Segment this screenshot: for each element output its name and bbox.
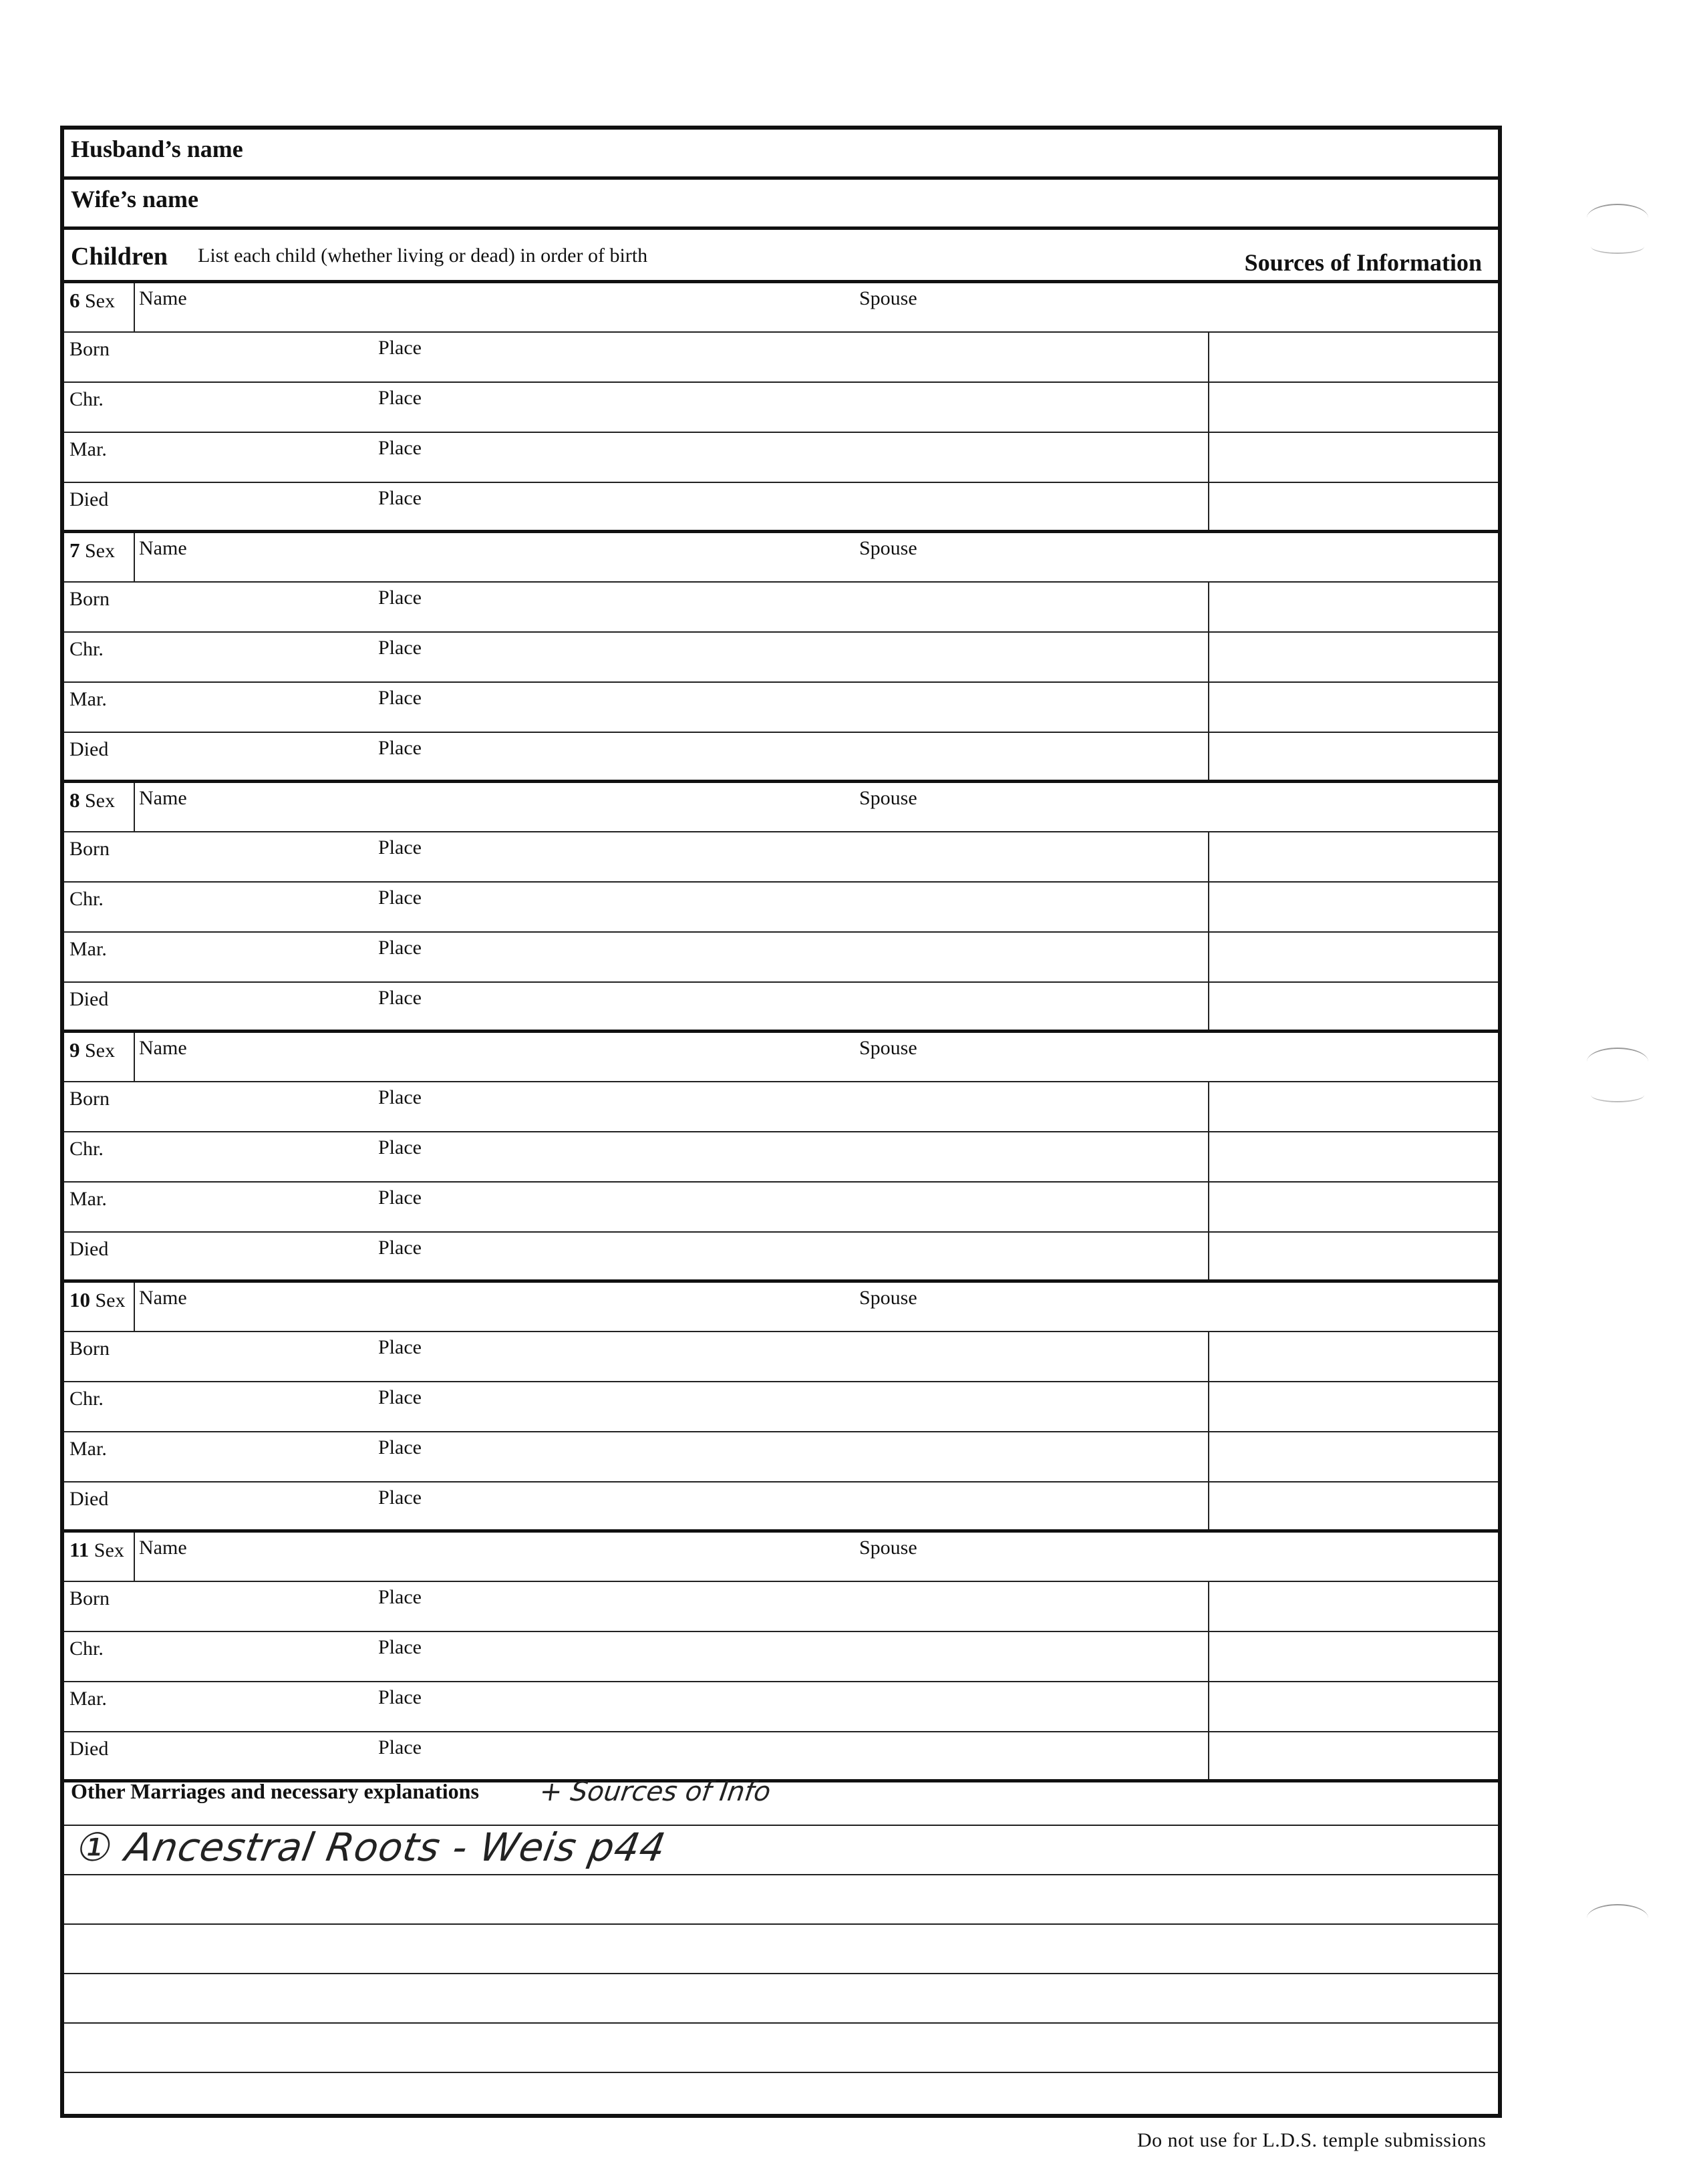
handwritten-source-entry: ① Ancestral Roots - Weis p44 xyxy=(73,1825,669,1870)
event-label: Mar. xyxy=(69,938,107,960)
sex-divider xyxy=(134,283,135,333)
place-label: Place xyxy=(378,487,422,509)
child-spouse-label: Spouse xyxy=(859,287,917,309)
punch-hole-mark xyxy=(1587,1048,1648,1076)
event-row xyxy=(64,1682,1498,1732)
child-number: 8 xyxy=(69,788,80,812)
sex-label: Sex xyxy=(85,540,115,562)
event-label: Died xyxy=(69,1738,109,1760)
event-row xyxy=(64,1132,1498,1183)
event-row xyxy=(64,1082,1498,1132)
explanation-line xyxy=(64,1825,1498,1826)
sources-column-divider xyxy=(1208,1082,1209,1279)
explanation-line xyxy=(64,2022,1498,2024)
child-name-label: Name xyxy=(139,1537,187,1559)
place-label: Place xyxy=(378,1586,422,1608)
child-name-row xyxy=(64,1283,1498,1332)
sex-label: Sex xyxy=(94,1539,124,1561)
child-block xyxy=(64,1033,1498,1283)
place-label: Place xyxy=(378,687,422,709)
place-label: Place xyxy=(378,637,422,659)
child-number-sex xyxy=(69,788,115,812)
place-label: Place xyxy=(378,1487,422,1509)
child-number-sex xyxy=(69,1038,115,1062)
place-label: Place xyxy=(378,887,422,909)
event-row xyxy=(64,1233,1498,1283)
child-name-row xyxy=(64,533,1498,583)
explanation-line xyxy=(64,1973,1498,1974)
place-label: Place xyxy=(378,1187,422,1209)
punch-hole-mark xyxy=(1591,239,1644,254)
place-label: Place xyxy=(378,1436,422,1458)
child-number: 10 xyxy=(69,1288,90,1311)
place-label: Place xyxy=(378,587,422,609)
event-label: Born xyxy=(69,338,110,360)
child-spouse-label: Spouse xyxy=(859,1287,917,1309)
event-label: Mar. xyxy=(69,438,107,460)
event-label: Died xyxy=(69,738,109,760)
place-label: Place xyxy=(378,937,422,959)
punch-hole-mark xyxy=(1587,1904,1648,1932)
explanation-line xyxy=(64,2072,1498,2073)
event-label: Chr. xyxy=(69,1388,104,1410)
child-name-label: Name xyxy=(139,287,187,309)
event-label: Born xyxy=(69,1587,110,1609)
event-row xyxy=(64,433,1498,483)
footer-note: Do not use for L.D.S. temple submissions xyxy=(1137,2129,1487,2151)
event-row xyxy=(64,1582,1498,1632)
child-name-label: Name xyxy=(139,537,187,559)
event-row xyxy=(64,1632,1498,1682)
sources-column-divider xyxy=(1208,333,1209,530)
sex-label: Sex xyxy=(85,790,115,812)
sources-column-divider xyxy=(1208,1332,1209,1529)
place-label: Place xyxy=(378,387,422,409)
place-label: Place xyxy=(378,1386,422,1408)
wife-name-row xyxy=(64,180,1498,230)
sources-column-divider xyxy=(1208,583,1209,780)
child-block xyxy=(64,783,1498,1033)
event-row xyxy=(64,983,1498,1033)
child-name-label: Name xyxy=(139,1037,187,1059)
child-number: 9 xyxy=(69,1038,80,1062)
wife-name-label: Wife’s name xyxy=(71,186,198,212)
child-block xyxy=(64,1283,1498,1533)
event-row xyxy=(64,633,1498,683)
event-label: Born xyxy=(69,838,110,860)
place-label: Place xyxy=(378,1086,422,1108)
child-block xyxy=(64,283,1498,533)
child-block xyxy=(64,533,1498,783)
child-name-row xyxy=(64,283,1498,333)
sex-label: Sex xyxy=(85,290,115,312)
punch-hole-mark xyxy=(1591,1088,1644,1102)
sources-column-divider xyxy=(1208,832,1209,1030)
sex-divider xyxy=(134,533,135,583)
children-header-row xyxy=(64,230,1498,283)
other-marriages-section xyxy=(64,1778,1498,2114)
event-label: Mar. xyxy=(69,1688,107,1710)
husband-name-row xyxy=(64,130,1498,180)
punch-hole-mark xyxy=(1587,204,1648,232)
place-label: Place xyxy=(378,987,422,1009)
child-number-sex xyxy=(69,538,115,563)
place-label: Place xyxy=(378,1736,422,1758)
event-row xyxy=(64,1183,1498,1233)
event-row xyxy=(64,1382,1498,1432)
event-label: Died xyxy=(69,988,109,1010)
event-label: Born xyxy=(69,1338,110,1360)
children-instructions: List each child (whether living or dead) in order of birth xyxy=(198,245,648,267)
child-number-sex xyxy=(69,1538,124,1562)
event-label: Born xyxy=(69,1088,110,1110)
child-spouse-label: Spouse xyxy=(859,1037,917,1059)
place-label: Place xyxy=(378,836,422,859)
event-row xyxy=(64,333,1498,383)
place-label: Place xyxy=(378,737,422,759)
place-label: Place xyxy=(378,1686,422,1708)
child-name-row xyxy=(64,1033,1498,1082)
child-name-label: Name xyxy=(139,1287,187,1309)
event-row xyxy=(64,1432,1498,1483)
handwritten-sources-note: + Sources of Info xyxy=(537,1776,773,1807)
sources-of-information-title: Sources of Information xyxy=(1244,249,1482,276)
event-label: Died xyxy=(69,488,109,510)
event-row xyxy=(64,733,1498,783)
sex-label: Sex xyxy=(85,1040,115,1062)
place-label: Place xyxy=(378,1636,422,1658)
explanation-line xyxy=(64,1874,1498,1875)
child-number-sex xyxy=(69,289,115,313)
event-label: Chr. xyxy=(69,1138,104,1160)
event-label: Mar. xyxy=(69,688,107,710)
sex-label: Sex xyxy=(95,1289,126,1311)
place-label: Place xyxy=(378,1237,422,1259)
explanation-line xyxy=(64,1923,1498,1925)
event-row xyxy=(64,883,1498,933)
event-label: Chr. xyxy=(69,1637,104,1660)
husband-name-label: Husband’s name xyxy=(71,136,243,162)
event-label: Died xyxy=(69,1238,109,1260)
child-number: 6 xyxy=(69,289,80,312)
child-block xyxy=(64,1533,1498,1782)
event-row xyxy=(64,832,1498,883)
event-row xyxy=(64,933,1498,983)
event-row xyxy=(64,683,1498,733)
place-label: Place xyxy=(378,437,422,459)
child-number: 7 xyxy=(69,538,80,562)
place-label: Place xyxy=(378,1136,422,1158)
sex-divider xyxy=(134,1533,135,1582)
event-label: Chr. xyxy=(69,638,104,660)
child-number-sex xyxy=(69,1288,126,1312)
child-name-row xyxy=(64,783,1498,832)
place-label: Place xyxy=(378,1336,422,1358)
event-label: Born xyxy=(69,588,110,610)
event-row xyxy=(64,383,1498,433)
child-number: 11 xyxy=(69,1538,90,1561)
event-row xyxy=(64,483,1498,533)
event-label: Chr. xyxy=(69,388,104,410)
event-label: Mar. xyxy=(69,1188,107,1210)
place-label: Place xyxy=(378,337,422,359)
sex-divider xyxy=(134,1283,135,1332)
child-name-row xyxy=(64,1533,1498,1582)
event-row xyxy=(64,1332,1498,1382)
other-marriages-title: Other Marriages and necessary explanations xyxy=(71,1779,479,1803)
event-row xyxy=(64,1483,1498,1533)
sex-divider xyxy=(134,1033,135,1082)
child-name-label: Name xyxy=(139,787,187,809)
child-spouse-label: Spouse xyxy=(859,1537,917,1559)
event-row xyxy=(64,583,1498,633)
event-label: Mar. xyxy=(69,1438,107,1460)
family-group-form xyxy=(60,126,1502,2118)
sources-column-divider xyxy=(1208,1582,1209,1779)
event-row xyxy=(64,1732,1498,1782)
child-spouse-label: Spouse xyxy=(859,787,917,809)
children-title: Children xyxy=(71,243,168,271)
event-label: Died xyxy=(69,1488,109,1510)
sex-divider xyxy=(134,783,135,832)
child-spouse-label: Spouse xyxy=(859,537,917,559)
event-label: Chr. xyxy=(69,888,104,910)
